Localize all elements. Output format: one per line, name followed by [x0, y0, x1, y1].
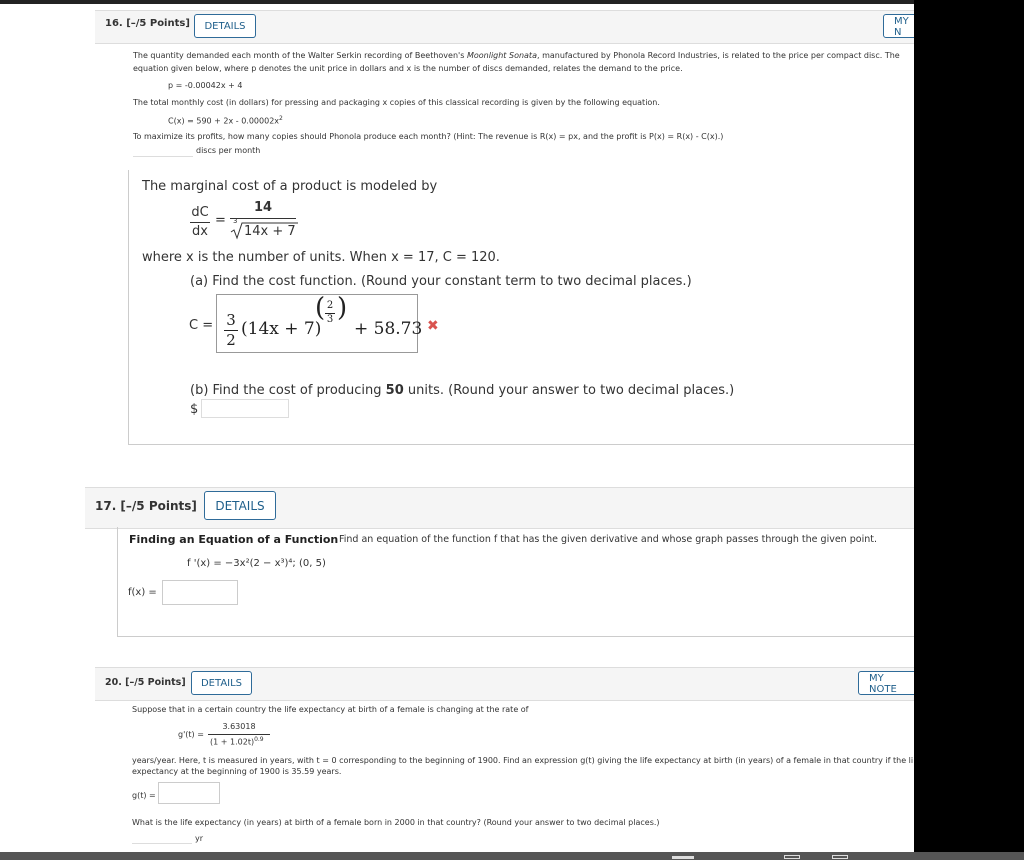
- q17-title: Finding an Equation of a Function: [129, 533, 339, 546]
- q16-p1-text: The quantity demanded each month of the Walter Serkin recording of Beethoven's: [133, 51, 465, 60]
- answer-base: (14x + 7): [241, 319, 322, 339]
- q16-p1-rest: , manufactured by Phonola Record Industries, is related to the price per compact disc. The: [536, 51, 900, 60]
- answer-constant: + 58.73: [354, 319, 423, 339]
- marginal-numerator: 14: [253, 200, 273, 215]
- bottom-toolbar-mark-2[interactable]: [784, 855, 800, 859]
- dcdx-fraction-bar: [190, 222, 210, 223]
- q16-cost-eq-text: C(x) = 590 + 2x - 0.00002x: [168, 116, 280, 126]
- q17-number: 17. [–/5 Points]: [95, 499, 197, 513]
- equals-sign: =: [215, 213, 226, 228]
- bottom-scroll-strip: [0, 852, 1024, 860]
- q16-paragraph-3: The total monthly cost (in dollars) for pressing and packaging x copies of this classical recording is given by the following equation.: [133, 98, 660, 107]
- dx-denominator: dx: [192, 224, 208, 239]
- q20-paragraph-3: expectancy at the beginning of 1900 is 35.59 years.: [132, 767, 342, 776]
- answer-exp-num: 2: [326, 300, 334, 311]
- where-text: where x is the number of units. When x = 17, C = 120.: [142, 250, 500, 265]
- q16-demand-equation: p = -0.00042x + 4: [168, 81, 243, 90]
- q20-my-notes-button[interactable]: MY NOTE: [858, 671, 914, 695]
- q20-rate-bar: [208, 734, 270, 735]
- q20-paragraph-4: What is the life expectancy (in years) at birth of a female born in 2000 in that country? (Round your answer to two decimal places.): [132, 818, 660, 827]
- answer-coef-num: 3: [226, 311, 236, 329]
- q16-discs-input[interactable]: [133, 143, 193, 157]
- q20-rate-numerator: 3.63018: [222, 722, 256, 731]
- dollar-sign: $: [190, 402, 199, 417]
- q16-cost-equation: [168, 115, 283, 126]
- radicand: 14x + 7: [244, 224, 296, 239]
- q16-paragraph-2: equation given below, where p denotes the unit price in dollars and x is the number of discs demanded, relates the demand to the price.: [133, 64, 683, 73]
- q16-unit-label: discs per month: [196, 146, 261, 155]
- q20-paragraph-1: Suppose that in a certain country the life expectancy at birth of a female is changing at the rate of: [132, 705, 529, 714]
- q17-fx-label: f(x) =: [128, 587, 157, 598]
- q16-p1-title: Moonlight Sonata: [466, 51, 537, 60]
- dc-numerator: dC: [191, 205, 209, 220]
- q16-number: 16. [–/5 Points]: [105, 18, 190, 29]
- q20-unit-label: yr: [195, 834, 204, 843]
- q17-details-button[interactable]: DETAILS: [204, 491, 276, 520]
- q20-gt-label: g(t) =: [132, 791, 156, 800]
- bottom-toolbar-mark-3[interactable]: [832, 855, 848, 859]
- answer-coef-den: 2: [226, 331, 236, 349]
- q20-details-button[interactable]: DETAILS: [191, 671, 252, 695]
- q17-derivative-equation: f '(x) = −3x²(2 − x³)⁴; (0, 5): [187, 558, 326, 569]
- q16-cost-eq-exp: 2: [279, 115, 283, 122]
- q16-details-button[interactable]: DETAILS: [194, 14, 256, 38]
- q20-den-exp: 0.9: [254, 736, 264, 743]
- part-b-post: units. (Round your answer to two decimal places.): [403, 383, 735, 398]
- top-border: [0, 0, 914, 4]
- q20-den-text: (1 + 1.02t): [210, 737, 255, 747]
- q20-gprime-label: g'(t) =: [178, 730, 204, 739]
- part-a-prompt: (a) Find the cost function. (Round your constant term to two decimal places.): [190, 274, 692, 289]
- part-b-prompt: [190, 383, 734, 398]
- answer-exp-den: 3: [326, 314, 334, 325]
- q16-paragraph-1: [133, 51, 900, 60]
- cost-function-input[interactable]: [216, 293, 423, 353]
- marginal-intro-text: The marginal cost of a product is modeled by: [142, 179, 438, 194]
- part-b-units: 50: [385, 383, 404, 398]
- q20-paragraph-2: years/year. Here, t is measured in years, with t = 0 corresponding to the beginning of 1900. Find an expression g(t) giving the life expectancy at birth (in years) of a female in that country if the li: [132, 756, 914, 765]
- cost-function-label: C =: [189, 318, 214, 333]
- wrong-answer-icon: ✖: [427, 318, 439, 334]
- exp-paren-right: ): [337, 293, 348, 323]
- root-index: 3: [233, 217, 238, 225]
- marginal-fraction-bar: [230, 218, 296, 219]
- q16-paragraph-4: To maximize its profits, how many copies should Phonola produce each month? (Hint: The revenue is R(x) = px, and the profit is P(x) = R(x) - C(x).): [133, 132, 724, 141]
- q20-number: 20. [–/5 Points]: [105, 677, 186, 688]
- q17-description: Find an equation of the function f that has the given derivative and whose graph passes through the given point.: [339, 534, 877, 545]
- q20-gt-input[interactable]: [158, 782, 220, 804]
- exp-paren-left: (: [315, 293, 326, 323]
- q17-fx-input[interactable]: [162, 580, 238, 605]
- q16-my-notes-button[interactable]: MY N: [883, 14, 914, 38]
- part-b-cost-input[interactable]: [201, 399, 289, 418]
- bottom-toolbar-mark-1[interactable]: [672, 856, 694, 859]
- part-b-pre: (b) Find the cost of producing: [190, 383, 386, 398]
- q20-rate-denominator: [210, 736, 264, 747]
- q20-life-expectancy-input[interactable]: [132, 830, 192, 844]
